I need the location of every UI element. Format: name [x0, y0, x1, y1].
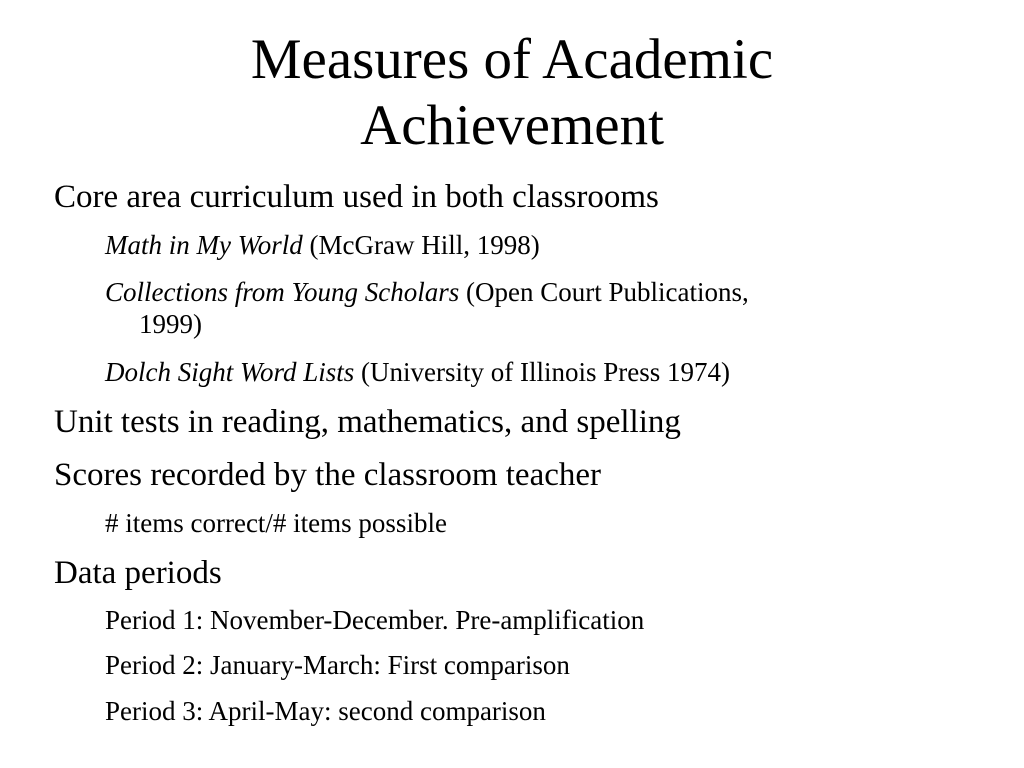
book-citation: (University of Illinois Press 1974): [354, 357, 731, 387]
sub-bullet-collections: [105, 276, 749, 340]
book-title: Collections from Young Scholars: [105, 277, 460, 307]
sub-bullet-math-in-my-world: [105, 229, 540, 261]
book-citation: (McGraw Hill, 1998): [302, 230, 540, 260]
book-citation: (Open Court Publications,: [459, 277, 749, 307]
bullet-data-periods: Data periods: [54, 555, 222, 591]
sub-bullet-period-1: Period 1: November-December. Pre-amplification: [105, 605, 645, 635]
sub-bullet-period-2: Period 2: January-March: First comparison: [105, 650, 570, 680]
bullet-unit-tests: Unit tests in reading, mathematics, and spelling: [54, 404, 681, 440]
bullet-curriculum: Core area curriculum used in both classrooms: [54, 179, 659, 215]
book-citation-continued: 1999): [139, 309, 202, 339]
book-title: Dolch Sight Word Lists: [105, 357, 355, 387]
slide-title-line-1: Measures of Academic: [250, 28, 774, 91]
sub-bullet-dolch: [105, 356, 730, 388]
sub-bullet-period-3: Period 3: April-May: second comparison: [105, 696, 546, 726]
sub-bullet-items-ratio: # items correct/# items possible: [105, 508, 447, 538]
slide-title-line-2: Achievement: [360, 94, 664, 157]
bullet-scores: Scores recorded by the classroom teacher: [54, 457, 602, 493]
slide-title: [0, 27, 1024, 159]
book-title: Math in My World: [105, 230, 303, 260]
